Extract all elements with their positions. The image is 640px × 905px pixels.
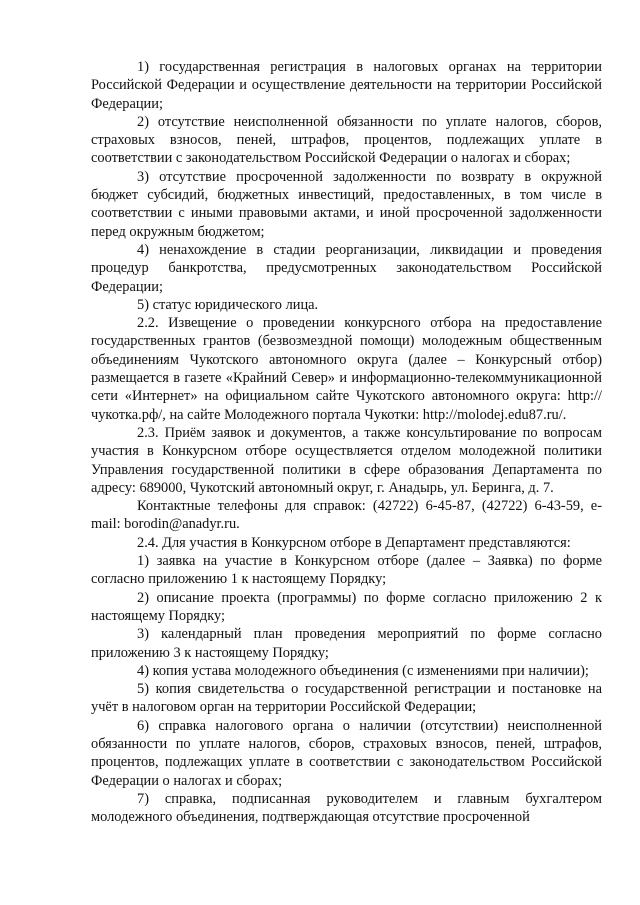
requirement-item-4: 4) ненахождение в стадии реорганизации, ликвидации и проведения процедур банкротства, предусмотренных законодательством Российской Федерации; bbox=[91, 241, 602, 295]
document-item-1: 1) заявка на участие в Конкурсном отборе (далее – Заявка) по форме согласно приложению 1 к настоящему Порядку; bbox=[91, 553, 602, 588]
section-2-4-heading: 2.4. Для участия в Конкурсном отборе в Департамент представляются: bbox=[137, 534, 571, 551]
contact-info: Контактные телефоны для справок: (42722) 6-45-87, (42722) 6-43-59, e-mail: borodin@anadyr.ru. bbox=[91, 498, 602, 533]
section-2-3-applications: 2.3. Приём заявок и документов, а также консультирование по вопросам участия в Конкурсном отборе осуществляется отделом молодежной политики Управления государственной политики в сфере образования Департамента по адресу: 689000, Чукотский автономный округ, г. Анадырь, ул. Беринга, д. 7. bbox=[91, 424, 602, 496]
requirement-item-1: 1) государственная регистрация в налоговых органах на территории Российской Федерации и осуществление деятельности на территории Российской Федерации; bbox=[91, 59, 602, 112]
section-2-2-notice: 2.2. Извещение о проведении конкурсного отбора на предоставление государственных грантов (безвозмездной помощи) молодежным общественным объединениям Чукотского автономного округа (далее – Конкурсный отбор) размещается в газете «Крайний Север» и информационно-телекоммуникационной сети «Интернет» на официальном сайте Чукотского автономного округа: http://чукотка.рф/, на сайте Молодежного портала Чукотки: http://molodej.edu87.ru/. bbox=[91, 315, 602, 423]
document-item-5: 5) копия свидетельства о государственной регистрации и постановке на учёт в налоговом орган на территории Российской Федерации; bbox=[91, 681, 602, 716]
requirement-item-5: 5) статус юридического лица. bbox=[137, 296, 319, 313]
requirement-item-2: 2) отсутствие неисполненной обязанности по уплате налогов, сборов, страховых взносов, пеней, штрафов, процентов, подлежащих уплате в соответствии с законодательством Российской Федерации о налогах и сборах; bbox=[91, 113, 602, 167]
document-item-4: 4) копия устава молодежного объединения (с изменениями при наличии); bbox=[137, 662, 589, 679]
document-item-2: 2) описание проекта (программы) по форме согласно приложению 2 к настоящему Порядку; bbox=[91, 589, 602, 624]
document-item-6: 6) справка налогового органа о наличии (отсутствии) неисполненной обязанности по уплате налогов, сборов, страховых взносов, пеней, штрафов, процентов, подлежащих уплате в соответствии с законодательством Российской Федерации о налогах и сборах; bbox=[91, 717, 602, 789]
document-page bbox=[91, 58, 602, 826]
document-item-3: 3) календарный план проведения мероприятий по форме согласно приложению 3 к настоящему Порядку; bbox=[91, 626, 602, 661]
document-item-7: 7) справка, подписанная руководителем и главным бухгалтером молодежного объединения, подтверждающая отсутствие просроченной bbox=[91, 790, 602, 826]
requirement-item-3: 3) отсутствие просроченной задолженности по возврату в окружной бюджет субсидий, бюджетных инвестиций, предоставленных, в том числе в соответствии с иными правовыми актами, и иной просроченной задолженности перед окружным бюджетом; bbox=[91, 168, 602, 240]
